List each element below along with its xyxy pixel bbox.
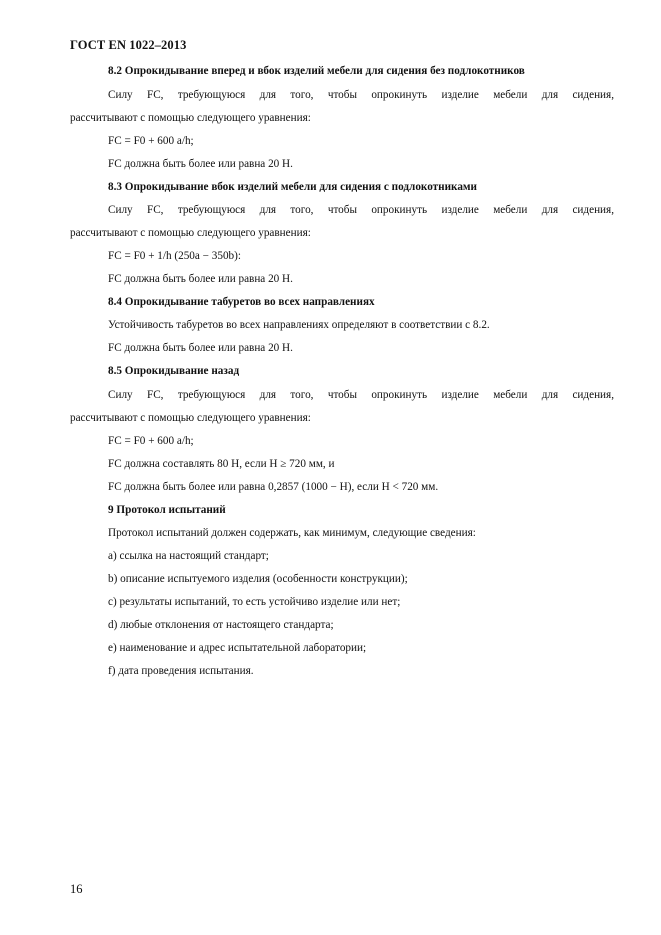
section-8-3-condition: FC должна быть более или равна 20 Н. xyxy=(108,273,293,285)
section-8-2-paragraph-line-1: Силу FC, требующуюся для того, чтобы опрокинуть изделие мебели для сидения, xyxy=(108,89,614,101)
list-item: а) ссылка на настоящий стандарт; xyxy=(108,550,269,562)
section-8-3-paragraph-line-1: Силу FC, требующуюся для того, чтобы опрокинуть изделие мебели для сидения, xyxy=(108,204,614,216)
section-8-4-text: Устойчивость табуретов во всех направлениях определяют в соответствии с 8.2. xyxy=(108,319,490,331)
section-8-5-formula: FC = F0 + 600 a/h; xyxy=(108,435,194,447)
section-8-2-heading: 8.2 Опрокидывание вперед и вбок изделий мебели для сидения без подлокотников xyxy=(108,65,525,77)
document-header: ГОСТ EN 1022–2013 xyxy=(70,38,187,52)
list-item: d) любые отклонения от настоящего стандарта; xyxy=(108,619,334,631)
section-9-heading: 9 Протокол испытаний xyxy=(108,504,226,516)
list-item: f) дата проведения испытания. xyxy=(108,665,254,677)
section-9-intro: Протокол испытаний должен содержать, как минимум, следующие сведения: xyxy=(108,527,476,539)
page-number: 16 xyxy=(70,882,83,896)
section-8-5-condition-2: FC должна быть более или равна 0,2857 (1000 − H), если H < 720 мм. xyxy=(108,481,439,493)
section-8-3-paragraph-line-2: рассчитывают с помощью следующего уравнения: xyxy=(70,227,311,239)
section-8-5-condition-1: FC должна составлять 80 Н, если H ≥ 720 мм, и xyxy=(108,458,335,470)
section-8-5-paragraph-line-1: Силу FC, требующуюся для того, чтобы опрокинуть изделие мебели для сидения, xyxy=(108,389,614,401)
section-8-2-formula: FC = F0 + 600 a/h; xyxy=(108,135,194,147)
list-item: е) наименование и адрес испытательной лаборатории; xyxy=(108,642,367,654)
list-item: с) результаты испытаний, то есть устойчиво изделие или нет; xyxy=(108,596,401,608)
section-8-2-paragraph-line-2: рассчитывают с помощью следующего уравнения: xyxy=(70,112,311,124)
section-8-3-heading: 8.3 Опрокидывание вбок изделий мебели для сидения с подлокотниками xyxy=(108,181,477,193)
section-8-5-heading: 8.5 Опрокидывание назад xyxy=(108,365,240,377)
list-item: b) описание испытуемого изделия (особенности конструкции); xyxy=(108,573,408,585)
section-8-2-condition: FC должна быть более или равна 20 Н. xyxy=(108,158,293,170)
section-8-3-formula: FC = F0 + 1/h (250a − 350b): xyxy=(108,250,241,262)
section-8-4-heading: 8.4 Опрокидывание табуретов во всех направлениях xyxy=(108,296,375,308)
section-8-4-condition: FC должна быть более или равна 20 Н. xyxy=(108,342,293,354)
section-8-5-paragraph-line-2: рассчитывают с помощью следующего уравнения: xyxy=(70,412,311,424)
